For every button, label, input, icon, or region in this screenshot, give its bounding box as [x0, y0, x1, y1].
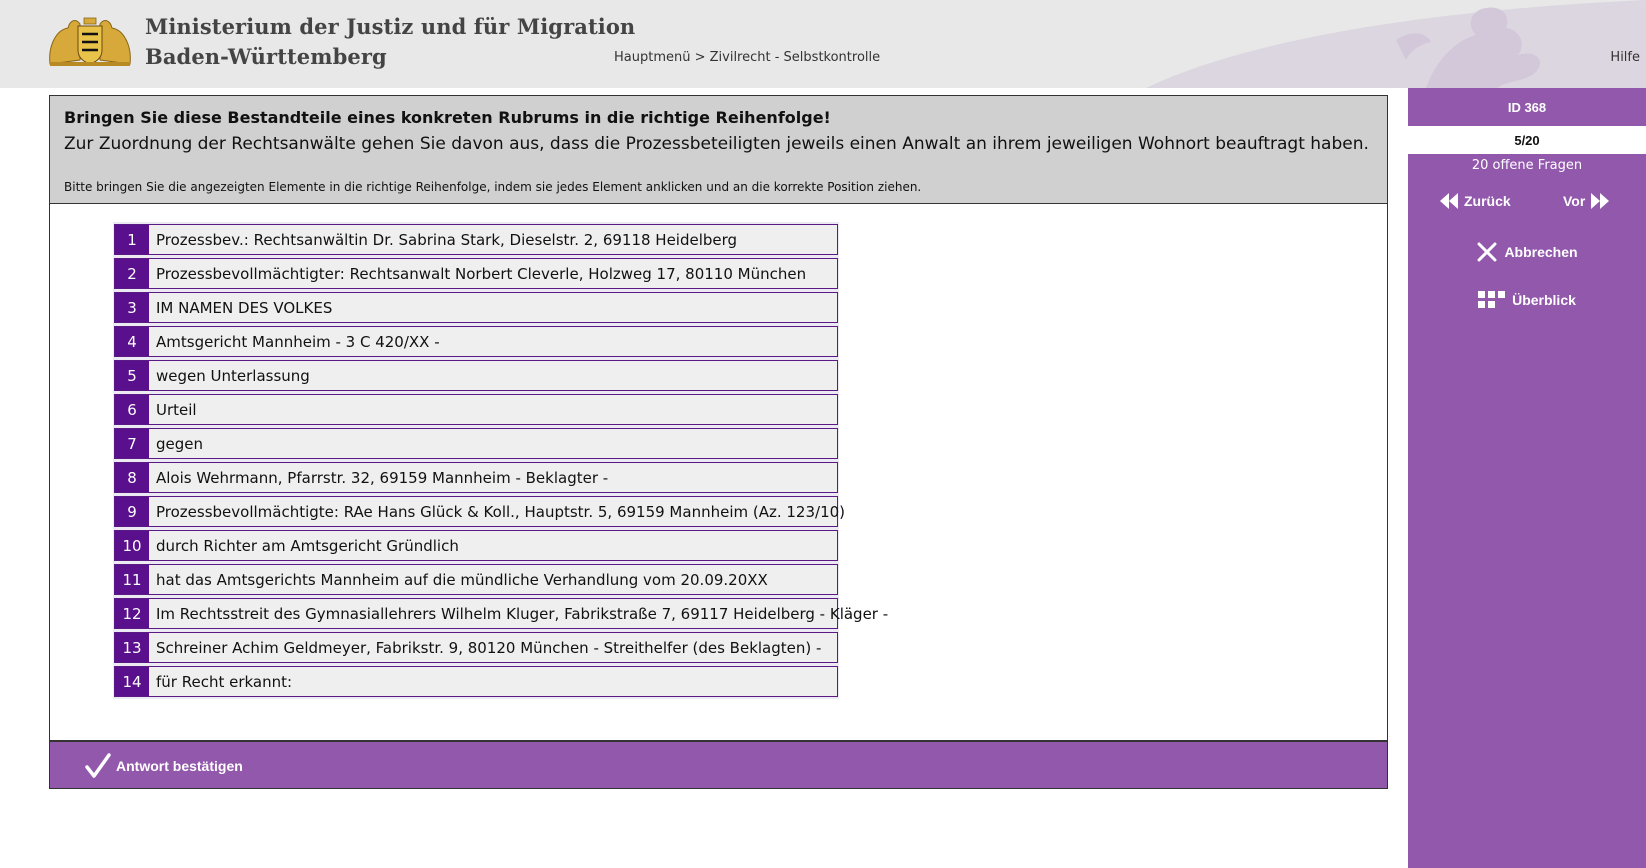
checkmark-icon — [84, 752, 112, 780]
item-number: 7 — [115, 429, 149, 458]
item-number: 14 — [115, 667, 149, 696]
sortable-item[interactable] — [114, 666, 838, 697]
state-coat-of-arms-icon — [46, 16, 134, 68]
item-number: 3 — [115, 293, 149, 322]
question-text: Zur Zuordnung der Rechtsanwälte gehen Sie davon aus, dass die Prozessbeteiligten jeweils einen Anwalt an ihrem jeweiligen Wohnort beauftragt haben. — [64, 134, 1369, 154]
sortable-item[interactable] — [114, 530, 838, 561]
item-text: für Recht erkannt: — [156, 672, 293, 691]
overview-label: Überblick — [1512, 292, 1576, 308]
confirm-answer-button[interactable] — [84, 752, 243, 780]
open-questions-count: 20 offene Fragen — [1471, 158, 1583, 173]
question-header — [50, 96, 1387, 204]
double-chevron-right-icon — [1589, 192, 1611, 210]
sortable-item[interactable] — [114, 360, 838, 391]
forward-button[interactable] — [1563, 192, 1611, 210]
item-number: 4 — [115, 327, 149, 356]
item-text: Urteil — [156, 400, 197, 419]
question-id: ID 368 — [1507, 99, 1547, 115]
sortable-item[interactable] — [114, 632, 838, 663]
item-number: 8 — [115, 463, 149, 492]
close-icon — [1476, 241, 1498, 263]
item-text: gegen — [156, 434, 204, 453]
item-number: 2 — [115, 259, 149, 288]
item-number: 6 — [115, 395, 149, 424]
item-number: 5 — [115, 361, 149, 390]
ministry-name — [145, 12, 635, 72]
lion-watermark-icon — [1126, 0, 1646, 88]
forward-label: Vor — [1563, 193, 1586, 209]
confirm-bar — [50, 740, 1387, 788]
item-text: Amtsgericht Mannheim - 3 C 420/XX - — [156, 332, 440, 351]
sortable-item[interactable] — [114, 564, 838, 595]
question-navigation — [1408, 192, 1646, 218]
sortable-item[interactable] — [114, 496, 846, 527]
sortable-item[interactable] — [114, 428, 838, 459]
item-text: hat das Amtsgerichts Mannheim auf die mündliche Verhandlung vom 20.09.20XX — [156, 570, 768, 589]
confirm-answer-label: Antwort bestätigen — [116, 758, 243, 774]
item-text: Prozessbevollmächtigte: RAe Hans Glück & Koll., Hauptstr. 5, 69159 Mannheim (Az. 123/10) — [156, 502, 846, 521]
sortable-item[interactable] — [114, 394, 838, 425]
item-text: Prozessbev.: Rechtsanwältin Dr. Sabrina Stark, Dieselstr. 2, 69118 Heidelberg — [156, 230, 738, 249]
ministry-name-line1: Ministerium der Justiz und für Migration — [145, 14, 636, 39]
sortable-list — [113, 222, 889, 699]
sortable-item[interactable] — [114, 292, 838, 323]
ministry-name-line2: Baden-Württemberg — [145, 44, 387, 69]
item-number: 9 — [115, 497, 149, 526]
question-title: Bringen Sie diese Bestandteile eines konkreten Rubrums in die richtige Reihenfolge! — [64, 108, 831, 127]
item-number: 12 — [115, 599, 149, 628]
breadcrumb[interactable]: Hauptmenü > Zivilrecht - Selbstkontrolle — [614, 50, 881, 65]
overview-button[interactable] — [1408, 291, 1646, 309]
sortable-item[interactable] — [114, 598, 889, 629]
item-text: Schreiner Achim Geldmeyer, Fabrikstr. 9, 80120 München - Streithelfer (des Beklagten) - — [156, 638, 822, 657]
sidebar — [1408, 88, 1646, 868]
item-text: Prozessbevollmächtigter: Rechtsanwalt Norbert Cleverle, Holzweg 17, 80110 München — [156, 264, 807, 283]
question-panel — [49, 95, 1388, 789]
item-text: IM NAMEN DES VOLKES — [156, 298, 333, 317]
cancel-button[interactable] — [1408, 241, 1646, 263]
item-text: Alois Wehrmann, Pfarrstr. 32, 69159 Mannheim - Beklagter - — [156, 468, 609, 487]
sortable-item[interactable] — [114, 326, 838, 357]
back-button[interactable] — [1438, 192, 1511, 210]
double-chevron-left-icon — [1438, 192, 1460, 210]
cancel-label: Abbrechen — [1504, 244, 1578, 260]
question-hint: Bitte bringen Sie die angezeigten Elemente in die richtige Reihenfolge, indem sie jedes Element anklicken und an die korrekte Position ziehen. — [64, 180, 922, 194]
page-header — [0, 0, 1646, 88]
back-label: Zurück — [1464, 193, 1511, 209]
item-text: Im Rechtsstreit des Gymnasiallehrers Wilhelm Kluger, Fabrikstraße 7, 69117 Heidelberg - Kläger - — [156, 604, 889, 623]
sortable-item[interactable] — [114, 258, 838, 289]
help-link[interactable]: Hilfe — [1610, 50, 1640, 65]
question-progress: 5/20 — [1408, 126, 1646, 154]
item-number: 1 — [115, 225, 149, 254]
item-text: durch Richter am Amtsgericht Gründlich — [156, 536, 459, 555]
item-text: wegen Unterlassung — [156, 366, 310, 385]
sortable-item[interactable] — [114, 224, 838, 255]
item-number: 11 — [115, 565, 149, 594]
item-number: 13 — [115, 633, 149, 662]
grid-icon — [1478, 291, 1506, 309]
item-number: 10 — [115, 531, 149, 560]
sortable-item[interactable] — [114, 462, 838, 493]
